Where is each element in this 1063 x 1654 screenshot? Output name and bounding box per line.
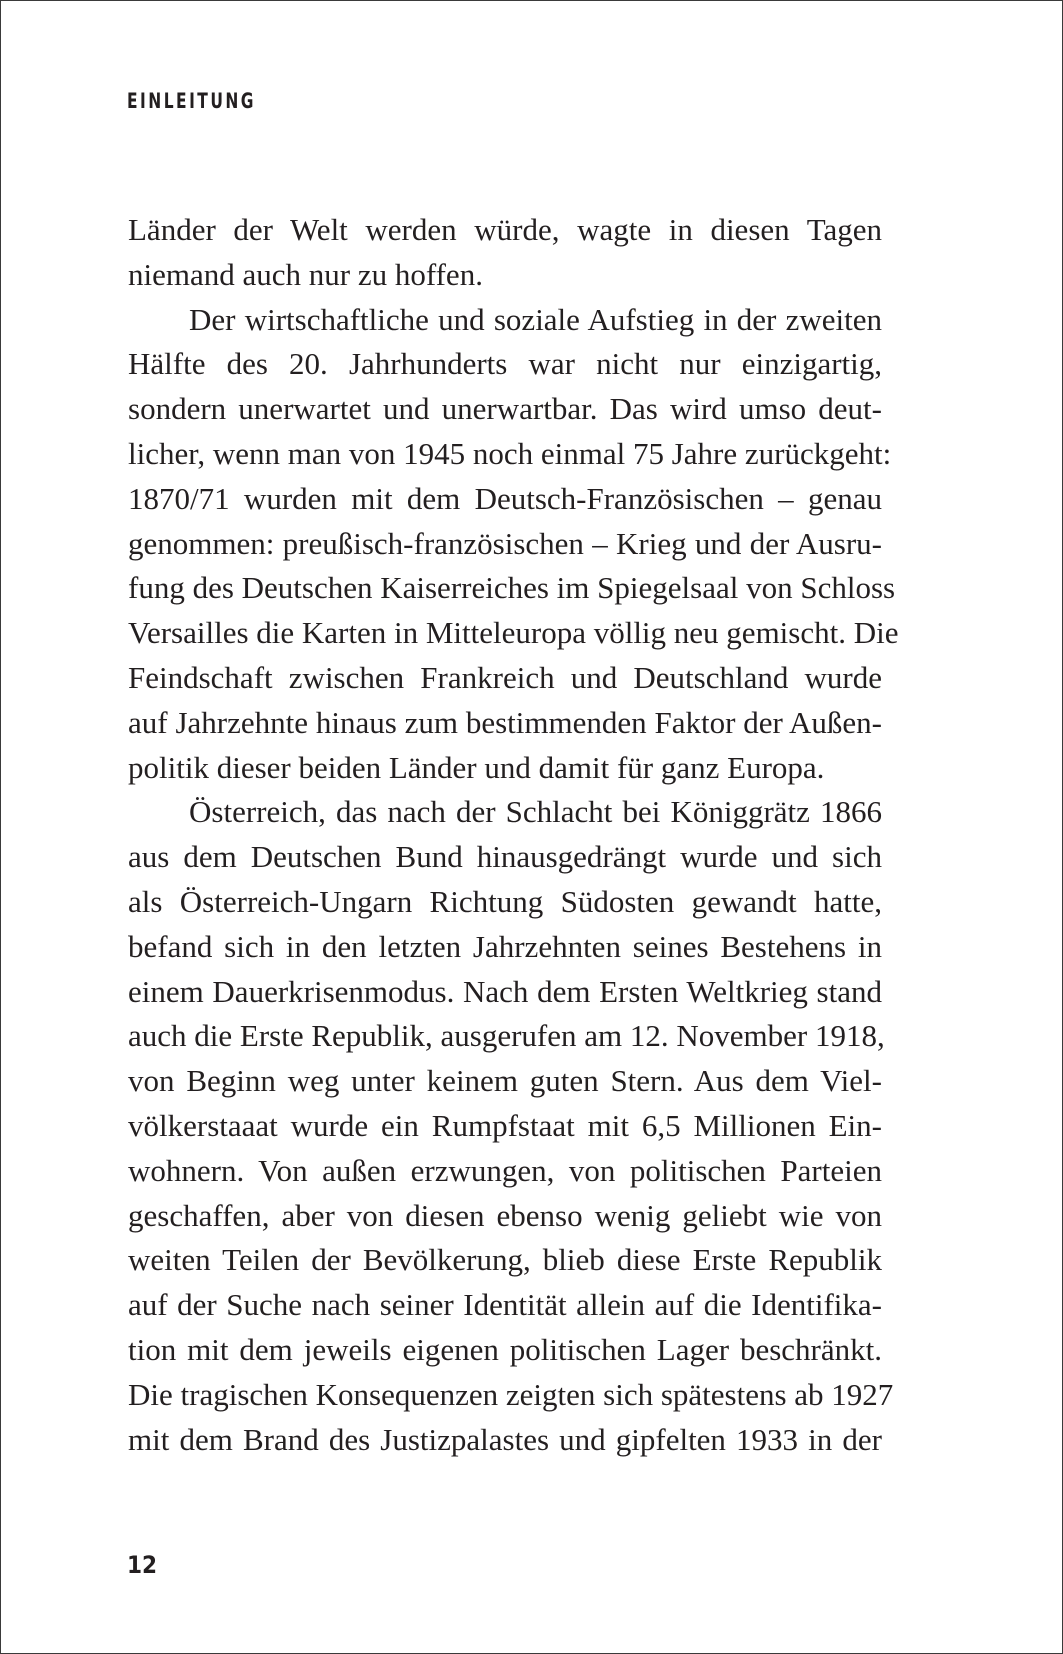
running-head: EINLEITUNG: [127, 89, 256, 113]
text-line: Feindschaft zwischen Frankreich und Deutschland wurde: [128, 659, 882, 695]
text-line: mit dem Brand des Justizpalastes und gipfelten 1933 in der: [128, 1421, 882, 1457]
text-line: Versailles die Karten in Mitteleuropa völlig neu gemischt. Die: [128, 615, 899, 651]
text-line: Länder der Welt werden würde, wagte in diesen Tagen: [128, 212, 882, 247]
page-number: 12: [127, 1551, 158, 1579]
text-line: Der wirtschaftliche und soziale Aufstieg in der zweiten: [189, 301, 882, 337]
text-line: geschaffen, aber von diesen ebenso wenig geliebt wie von: [128, 1197, 882, 1233]
text-line: befand sich in den letzten Jahrzehnten seines Bestehens in: [128, 928, 882, 964]
text-line: genommen: preußisch-französischen – Krieg und der Ausru-: [128, 525, 882, 561]
text-line: licher, wenn man von 1945 noch einmal 75 Jahre zurückgeht:: [128, 435, 892, 471]
text-line: auf Jahrzehnte hinaus zum bestimmenden Faktor der Außen-: [128, 704, 882, 740]
text-line: auch die Erste Republik, ausgerufen am 12. November 1918,: [128, 1018, 885, 1054]
text-line: als Österreich-Ungarn Richtung Südosten gewandt hatte,: [128, 883, 882, 919]
text-line: fung des Deutschen Kaiserreiches im Spiegelsaal von Schloss: [128, 570, 896, 606]
text-line: politik dieser beiden Länder und damit für ganz Europa.: [128, 749, 825, 785]
text-line: niemand auch nur zu hoffen.: [128, 256, 483, 292]
text-line: Die tragischen Konsequenzen zeigten sich spätestens ab 1927: [128, 1376, 894, 1412]
text-line: wohnern. Von außen erzwungen, von politischen Parteien: [128, 1152, 882, 1188]
text-line: von Beginn weg unter keinem guten Stern. Aus dem Viel-: [128, 1063, 882, 1099]
text-line: auf der Suche nach seiner Identität allein auf die Identifika-: [128, 1287, 882, 1323]
text-line: aus dem Deutschen Bund hinausgedrängt wurde und sich: [128, 839, 882, 875]
text-line: völkerstaaat wurde ein Rumpfstaat mit 6,5 Millionen Ein-: [128, 1107, 882, 1143]
text-line: tion mit dem jeweils eigenen politischen Lager beschränkt.: [128, 1331, 882, 1367]
body-text: [128, 208, 899, 1462]
text-line: Hälfte des 20. Jahrhunderts war nicht nur einzigartig,: [128, 346, 882, 382]
text-line: weiten Teilen der Bevölkerung, blieb diese Erste Republik: [128, 1242, 882, 1278]
text-line: sondern unerwartet und unerwartbar. Das wird umso deut-: [128, 391, 882, 427]
text-line: 1870/71 wurden mit dem Deutsch-Französischen – genau: [128, 480, 882, 516]
text-line: Österreich, das nach der Schlacht bei Königgrätz 1866: [189, 794, 882, 830]
text-line: einem Dauerkrisenmodus. Nach dem Ersten Weltkrieg stand: [128, 973, 882, 1009]
